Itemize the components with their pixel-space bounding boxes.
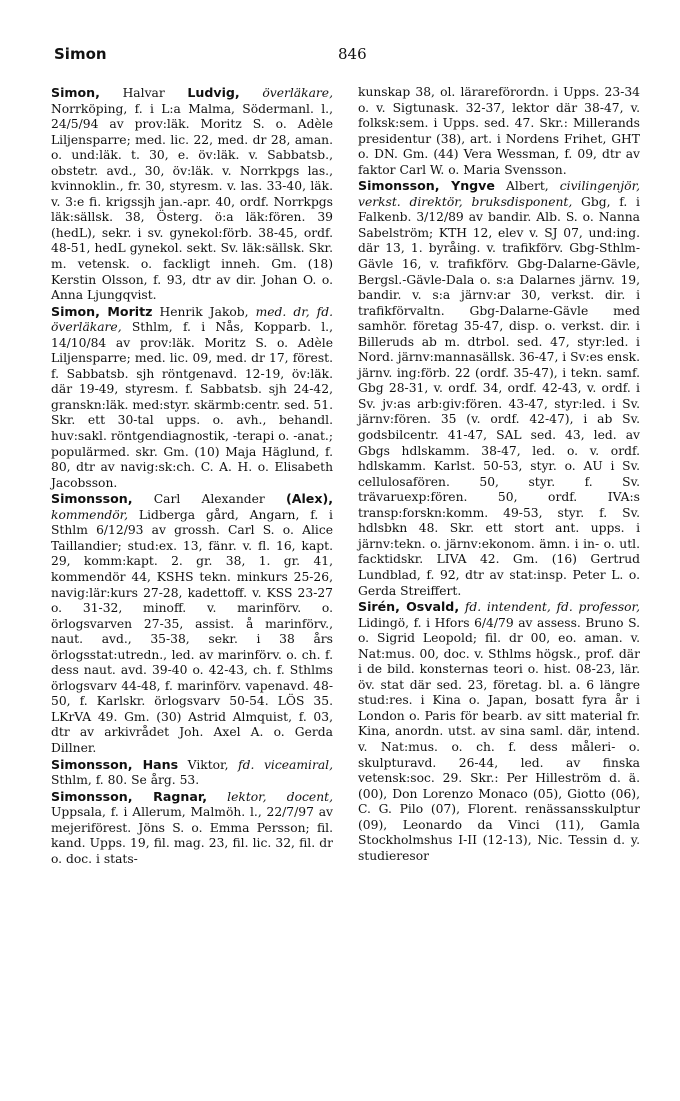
left-column	[51, 85, 333, 867]
entry-name: Simonsson, Ragnar,	[51, 788, 207, 804]
entry-text: Gbg, f. i Falkenb. 3/12/89 av bandir. Alb. S. o. Nanna Sabelström; KTH 12, elev v. SJ 07, und:ing. där 13, 1. byråing. v. trafikförv. Gbg-Sthlm-Gävle 16, v. trafikförv. Gbg-Dalarne-Gävle, Bergsl.-Gävle-Dala o. s:a Dalarnes järnv. 19, bandir. v. s:a järnv:ar 30, verkst. dir. i trafikförvaltn. Gbg-Dalarne-Gävle med samhör. företag 35-47, disp. o. verkst. dir. i Billeruds ab m. dtrbol. sed. 47, styr:led. i Nord. järnv:mannasällsk. 36-47, i Sv:es ensk. järnv. ing:förb. 22 (ordf. 35-47), i tekn. samf. Gbg 28-31, v. ordf. 34, ordf. 42-43, v. ordf. i Sv. jv:as arb:giv:fören. 43-47, styr:led. i Sv. järnv:fören. 35 (v. ordf. 42-47), i ab Sv. godsbilcentr. 41-47, SAL sed. 43, led. av Gbgs hdlskamm. 38-47, led. o. v. ordf. hdlskamm. Karlst. 50-53, styr. o. AU i Sv. cellulosafören. 50, styr. f. Sv. trävaruexp:fören. 50, ordf. IVA:s transp:forskn:komm. 49-53, styr. f. Sv. hdlsbkn 48. Skr. ett stort ant. upps. i järnv:tekn. o. järnv:ekonom. ämn. i in- o. utl. facktidskr. LIVA 42. Gm. (16) Gertrud Lundblad, f. 92, dtr av stat:insp. Peter L. o. Gerda Streiffert.	[358, 194, 640, 598]
entry-title: fd. viceamiral,	[228, 757, 333, 772]
biography-entry	[358, 599, 640, 864]
entry-text: Uppsala, f. i Allerum, Malmöh. l., 22/7/97 av mejeriförest. Jöns S. o. Emma Persson; fil. kand. Upps. 19, fil. mag. 23, fil. lic. 32, fil. dr o. doc. i stats-	[51, 805, 333, 866]
entry-name: Simonsson, Yngve	[358, 178, 495, 194]
entry-name: Simon,	[51, 85, 100, 100]
entry-called-name: (Alex),	[285, 491, 333, 507]
entry-name: Simonsson,	[51, 491, 133, 507]
entry-given-names: Albert,	[494, 179, 549, 194]
running-head: Simon	[54, 45, 107, 63]
entry-title: fd. intendent, fd. professor,	[459, 600, 640, 615]
entry-text: Sthlm, f. 80. Se årg. 53.	[51, 773, 200, 788]
entry-title: civilingenjör, verkst. direktör, bruksdisponent,	[358, 179, 640, 209]
biography-entry	[358, 178, 640, 599]
entry-text: Sthlm, f. i Nås, Kopparb. l., 14/10/84 av prov:läk. Moritz S. o. Adèle Liljensparre; med. lic. 09, med. dr 17, förest. f. Sabbatsb. sjh röntgenavd. 12-19, öv:läk. där 19-49, styresm. f. Sabbatsb. sjh 24-42, granskn:läk. med:styr. skärmb:centr. sed. 51. Skr. ett 30-tal upps. o. avh., behandl. huv:sakl. röntgendiagnostik, -terapi o. -anat.; populärmed. skr. Gm. (10) Maja Häglund, f. 80, dtr av navig:sk:ch. C. A. H. o. Elisabeth Jacobsson.	[51, 320, 333, 490]
entry-given-names: Henrik Jakob,	[152, 304, 249, 319]
biography-entry	[51, 85, 333, 304]
entry-title: med. dr, fd. överläkare,	[51, 304, 333, 335]
biography-entry	[358, 85, 640, 178]
page-header	[54, 45, 640, 67]
biography-entry	[51, 304, 333, 492]
biography-entry	[51, 757, 333, 789]
entry-name: Simon, Moritz	[51, 303, 153, 319]
entry-text: kunskap 38, ol. lärareförordn. i Upps. 23-34 o. v. Sigtunask. 32-37, lektor där 38-47, v. folksk:sem. i Upps. sed. 47. Skr.: Millerands presidentur (38), art. i Nordens Frihet, GHT o. DN. Gm. (44) Vera Wessman, f. 09, dtr av faktor Carl W. o. Maria Svensson.	[358, 85, 640, 177]
entry-given-names: Viktor,	[178, 757, 229, 772]
entry-title: överläkare,	[239, 86, 333, 100]
entry-name: Simonsson, Hans	[51, 756, 179, 772]
entry-called-name: Ludvig,	[187, 85, 240, 100]
entry-text: Lidberga gård, Angarn, f. i Sthlm 6/12/93 av grossh. Carl S. o. Alice Taillandier; stud:ex. 13, fänr. v. fl. 16, kapt. 29, komm:kapt. 2. gr. 38, 1. gr. 41, kommendör 44, KSHS tekn. minkurs 25-26, navig:lär:kurs 27-28, kadettoff. v. KSS 23-27 o. 31-32, minoff. v. marinförv. o. örlogsvarven 27-35, assist. å marinförv., naut. avd., 35-38, sekr. i 38 års örlogsstat:utredn., led. av marinförv. o. ch. f. dess naut. avd. 39-40 o. 42-43, ch. f. Sthlms örlogsvarv 44-48, f. marinförv. vapenavd. 48-50, f. Karlskr. örlogsvarv 50-54. LÖS 35. LKrVA 49. Gm. (30) Astrid Almquist, f. 03, dtr av arkivrådet Joh. Axel A. o. Gerda Dillner.	[51, 507, 333, 755]
entry-name: Sirén, Osvald,	[358, 599, 460, 615]
right-column	[358, 85, 640, 864]
entry-given-names: Halvar	[99, 86, 188, 100]
entry-title: kommendör,	[51, 507, 129, 522]
entry-title: lektor, docent,	[206, 789, 333, 804]
biography-entry	[51, 789, 333, 868]
entry-given-names: Carl Alexander	[132, 492, 286, 507]
biography-entry	[51, 491, 333, 756]
entry-text: Norrköping, f. i L:a Malma, Södermanl. l., 24/5/94 av prov:läk. Moritz S. o. Adèle Liljensparre; med. lic. 22, med. dr 28, aman. o. und:läk. t. 30, e. öv:läk. v. Sabbatsb., obstetr. avd., 30, öv:läk. v. Norrkpgs las., kvinnoklin., fr. 30, styresm. v. las. 33-40, läk. v. 3:e fi. krigssjh jan.-apr. 40, ordf. Norrkpgs läk:sällsk. 38, Österg. ö:a läk:fören. 39 (hedL), sekr. i sv. gynekol:förb. 38-45, ordf. 48-51, hedL gynekol. sekt. Sv. läk:sällsk. Skr. m. vetensk. o. fackligt inneh. Gm. (18) Kerstin Olsson, f. 93, dtr av dir. Johan O. o. Anna Ljungqvist.	[51, 101, 333, 303]
entry-text: Lidingö, f. i Hfors 6/4/79 av assess. Bruno S. o. Sigrid Leopold; fil. dr 00, eo. aman. v. Nat:mus. 00, doc. v. Sthlms högsk., prof. där i de bild. konsternas teori o. hist. 08-23, lär. öv. stat där sed. 23, företag. bl. a. 6 längre stud:res. i Kina o. Japan, bosatt fyra år i London o. Paris för bearb. av sitt material fr. Kina, anordn. utst. av sina saml. där, intend. v. Nat:mus. o. ch. f. dess måleri- o. skulpturavd. 26-44, led. av finska vetensk:soc. 29. Skr.: Per Hilleström d. ä. (00), Don Lorenzo Monaco (05), Giotto (06), C. G. Pilo (07), Florent. renässansskulptur (09), Leonardo da Vinci (11), Gamla Stockholmshus I-II (12-13), Nic. Tessin d. y. studieresor	[358, 615, 640, 863]
page-number: 846	[338, 45, 367, 63]
